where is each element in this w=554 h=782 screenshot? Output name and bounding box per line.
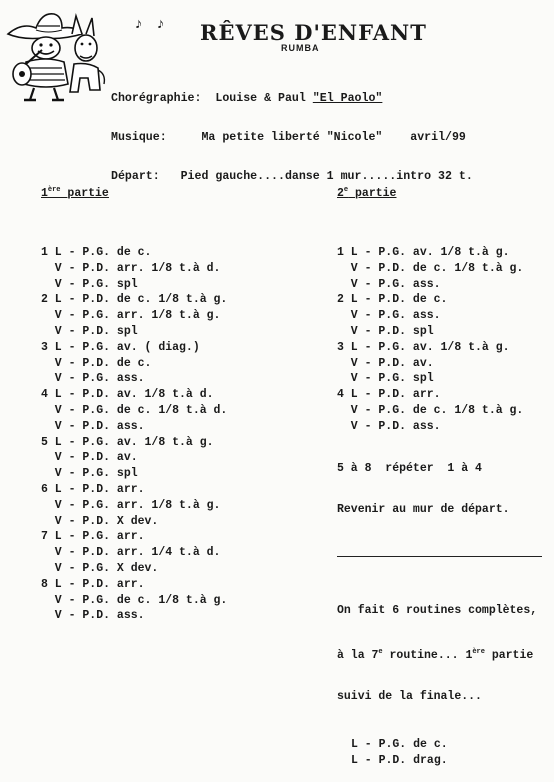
repeat-instruction: 5 à 8 répéter 1 à 4 (337, 461, 482, 475)
part-1-ordinal: ère (47, 186, 61, 194)
routine-note-line-1: On fait 6 routines complètes, (337, 604, 538, 618)
finale-step: L - P.D. drag. (351, 753, 448, 767)
divider (337, 556, 542, 557)
note-text-a: à la 7 (337, 648, 379, 662)
choreography-label: Chorégraphie: (111, 92, 202, 105)
routine-note-line-2 (337, 645, 542, 664)
step-line: 7 L - P.G. arr. (41, 530, 145, 544)
step-line: 3 L - P.G. av. ( diag.) (41, 340, 200, 354)
note-sup-1: e (378, 647, 383, 656)
page-title: RÊVES D'ENFANT (200, 20, 427, 45)
step-line: V - P.G. spl (41, 277, 138, 291)
music-notes-icon: ♪ ♪ (134, 16, 168, 33)
note-text-b: routine... 1 (382, 648, 473, 662)
finale-step: L - P.G. de c. (351, 737, 448, 751)
start-text: Pied gauche....danse 1 mur.....intro 32 t. (180, 170, 473, 183)
part-2-label: partie (355, 187, 397, 200)
step-line: V - P.G. ass. (41, 372, 145, 386)
step-line: V - P.D. spl (41, 324, 138, 338)
start-label: Départ: (111, 170, 160, 183)
step-line: 1 L - P.G. de c. (41, 246, 152, 259)
dancer-logo (2, 4, 110, 104)
part-2-steps (337, 245, 542, 435)
part-1-label: partie (67, 187, 109, 200)
step-line: 8 L - P.D. arr. (41, 577, 145, 591)
part-1-steps (41, 245, 227, 624)
note-sup-2: ère (472, 647, 485, 656)
page-subtitle: RUMBA (281, 43, 320, 53)
step-line: 6 L - P.D. arr. (41, 482, 145, 496)
choreographer-nickname: "El Paolo" (312, 92, 383, 105)
note-text-c: partie (484, 648, 534, 662)
music-title: Ma petite liberté (201, 131, 320, 144)
step-line: V - P.G. spl (41, 467, 138, 481)
step-line: 4 L - P.D. av. 1/8 t.à d. (41, 388, 214, 402)
step-line: 3 L - P.G. av. 1/8 t.à g. (337, 340, 510, 354)
return-instruction: Revenir au mur de départ. (337, 503, 510, 517)
step-line: V - P.D. spl (337, 324, 434, 338)
step-line: V - P.D. X dev. (41, 514, 159, 528)
music-date: avril/99 (410, 131, 466, 144)
step-line: V - P.D. av. (41, 451, 138, 465)
part-2-ordinal: e (343, 186, 349, 194)
step-line: V - P.D. ass. (41, 419, 145, 433)
step-line: 4 L - P.D. arr. (337, 388, 441, 402)
step-line: V - P.D. ass. (337, 419, 441, 433)
step-line: V - P.D. arr. 1/8 t.à d. (41, 261, 221, 275)
choreography-row (111, 92, 473, 105)
finale-steps (337, 737, 542, 769)
step-line: 2 L - P.D. de c. (337, 293, 448, 307)
step-line: V - P.D. ass. (41, 609, 145, 623)
part-2-heading (337, 186, 542, 204)
part-1-column (41, 160, 227, 637)
part-2-column (337, 160, 542, 782)
music-label: Musique: (111, 131, 167, 144)
part-2-number: 2 (337, 187, 344, 200)
step-line: V - P.G. ass. (337, 277, 441, 291)
step-line: V - P.G. de c. 1/8 t.à g. (337, 403, 524, 417)
step-line: V - P.G. arr. 1/8 t.à g. (41, 498, 221, 512)
step-line: V - P.D. av. (337, 356, 434, 370)
routine-note-line-3: suivi de la finale... (337, 690, 482, 704)
step-line: V - P.G. de c. 1/8 t.à d. (41, 403, 228, 417)
part-1-heading (41, 186, 227, 204)
step-line: V - P.G. arr. 1/8 t.à g. (41, 309, 221, 323)
step-line: V - P.D. de c. 1/8 t.à g. (337, 261, 524, 275)
step-line: V - P.G. ass. (337, 309, 441, 323)
step-line: V - P.D. arr. 1/4 t.à d. (41, 546, 221, 560)
step-line: V - P.G. de c. 1/8 t.à g. (41, 593, 228, 607)
choreographers: Louise & Paul (215, 92, 306, 105)
music-row (111, 131, 473, 144)
step-line: 1 L - P.G. av. 1/8 t.à g. (337, 246, 510, 259)
music-artist: "Nicole" (326, 131, 383, 144)
part-1-number: 1 (41, 187, 48, 200)
step-line: V - P.G. X dev. (41, 561, 159, 575)
step-line: 2 L - P.D. de c. 1/8 t.à g. (41, 293, 228, 307)
step-line: V - P.D. de c. (41, 356, 152, 370)
step-line: V - P.G. spl (337, 372, 434, 386)
step-line: 5 L - P.G. av. 1/8 t.à g. (41, 435, 214, 449)
